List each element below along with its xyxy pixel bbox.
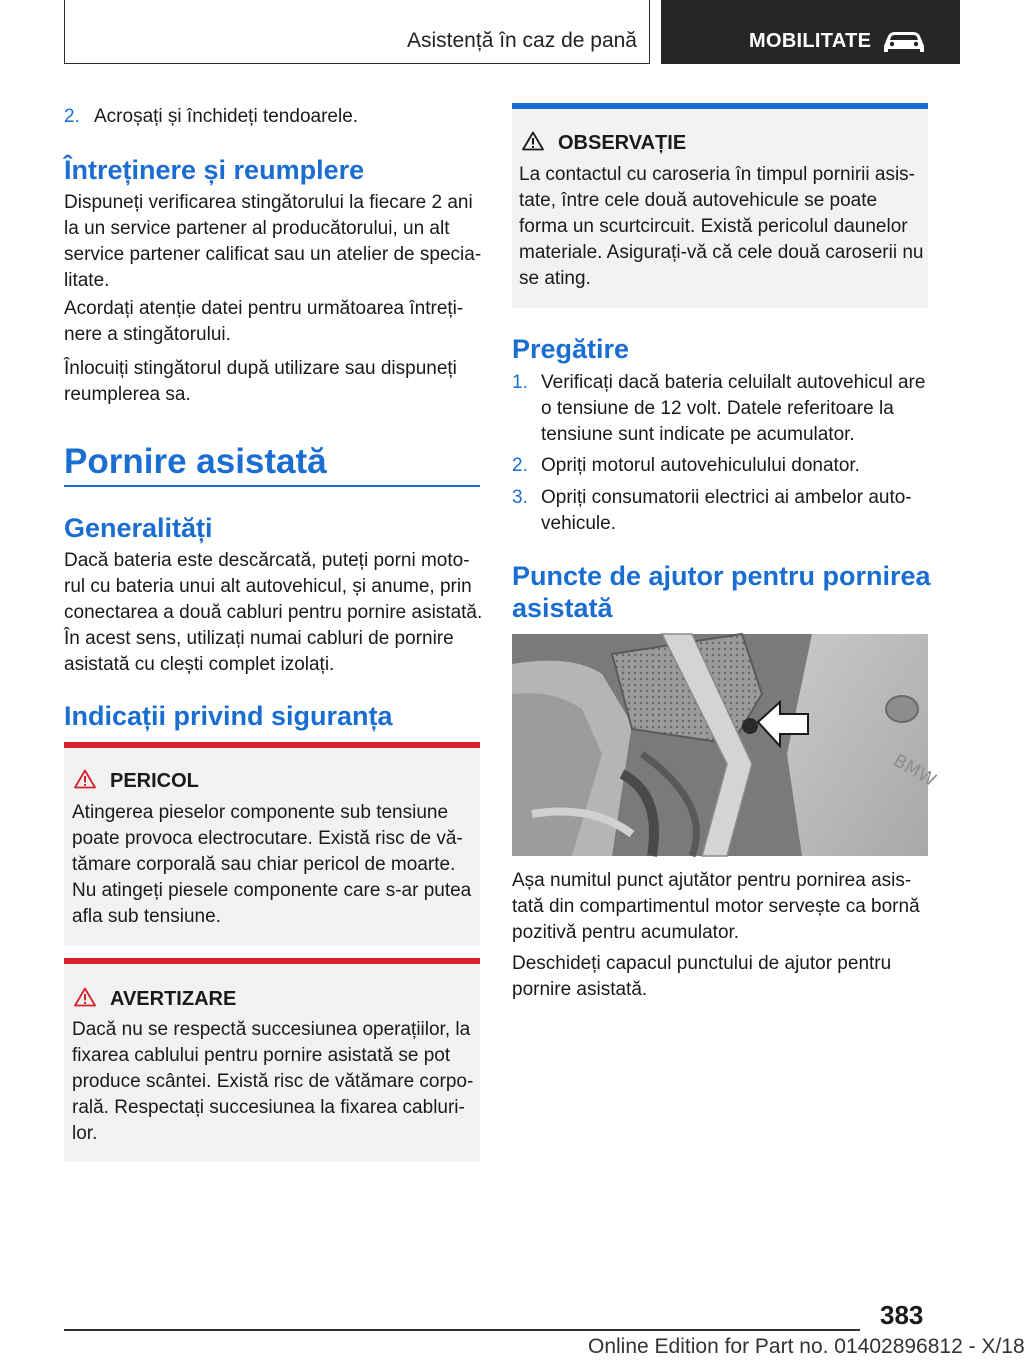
maintenance-paragraph-3: Înlocuiți stingătorul după utilizare sau dispuneți reumplerea sa.: [64, 358, 457, 405]
note-box: [512, 103, 928, 308]
section-title: Asistență în caz de pană: [407, 29, 637, 52]
jump-points-paragraph-2: Deschideți capacul punctului de ajutor pentru pornire asistată.: [512, 953, 892, 1000]
jump-points-paragraph-1: Așa numitul punct ajutător pentru pornirea asis- tată din compartimentul motor servește ca bornă pozitivă pentru acumulator.: [512, 870, 920, 943]
safety-heading: Indicații privind siguranța: [64, 701, 393, 731]
danger-bar: [64, 742, 480, 748]
engine-bay-illustration: [512, 634, 940, 856]
warning-text: Dacă nu se respectă succesiunea operațiilor, la fixarea cablului pentru pornire asistată se pot produce scântei. Există risc de vătămare corpo- rală. Respectați succesiunea la fixarea cabluri- lor.: [72, 1019, 474, 1144]
step-number: 2.: [64, 106, 80, 127]
note-title: OBSERVAȚIE: [558, 132, 687, 154]
heading-rule: [64, 485, 480, 487]
edition-text: Online Edition for Part no. 01402896812 - X/18: [588, 1335, 1025, 1358]
prep-step-text: Verificați dacă bateria celuilalt autovehicul are o tensiune de 12 volt. Datele referitoare la tensiune sunt indicate pe acumulator.: [541, 372, 926, 445]
prep-step-number: 1.: [512, 372, 528, 393]
footer-rule: [64, 1329, 860, 1331]
warning-triangle-icon: [74, 769, 96, 789]
step-text: Acroșați și închideți tendoarele.: [94, 106, 359, 127]
danger-text: Atingerea pieselor componente sub tensiune poate provoca electrocutare. Există risc de vă- tămare corporală sau chiar pericol de moarte. Nu atingeți piesele componente care s-ar putea afla sub tensiune.: [72, 802, 472, 927]
general-heading: Generalități: [64, 513, 213, 543]
warning-triangle-icon: [74, 987, 96, 1007]
chapter-label: MOBILITATE: [749, 30, 872, 52]
engine-bay-photo: [512, 634, 940, 856]
page-number: 383: [880, 1300, 924, 1330]
jump-start-heading: Pornire asistată: [64, 442, 327, 481]
warning-box: [64, 958, 480, 1162]
note-text: La contactul cu caroseria în timpul pornirii asis- tate, între cele două autovehicule se poate forma un scurtcircuit. Există pericolul daunelor materiale. Asigurați-vă că cele două caroserii nu se ating.: [519, 164, 924, 289]
general-paragraph: Dacă bateria este descărcată, puteți porni moto- rul cu bateria unui alt autovehicul, și anume, prin conectarea a două cabluri pentru pornire asistată. În acest sens, utilizați numai cabluri de pornire asistată cu clești complet izolați.: [64, 550, 483, 675]
jump-points-heading: Puncte de ajutor pentru pornirea asistată: [512, 561, 931, 623]
warning-bar: [64, 958, 480, 964]
prep-step-text: Opriți motorul autovehiculului donator.: [541, 455, 860, 476]
danger-box: [64, 742, 480, 946]
jump-start-terminal: [742, 718, 758, 734]
maintenance-paragraph-2: Acordați atenție datei pentru următoarea întreți- nere a stingătorului.: [64, 298, 464, 345]
maintenance-heading: Întreținere și reumplere: [64, 155, 365, 185]
car-icon: [880, 26, 928, 56]
note-bar: [512, 103, 928, 109]
caution-triangle-icon: [522, 131, 544, 151]
preparation-heading: Pregătire: [512, 334, 630, 364]
header-section-box: [64, 0, 650, 64]
maintenance-paragraph-1: Dispuneți verificarea stingătorului la fiecare 2 ani la un service partener al producătorului, un alt service partener calificat sau un atelier de specia- litate.: [64, 192, 482, 291]
prep-step-number: 2.: [512, 455, 528, 476]
prep-step-number: 3.: [512, 487, 528, 508]
header-chapter-box: [661, 0, 960, 64]
warning-title: AVERTIZARE: [110, 988, 237, 1010]
prep-step-text: Opriți consumatorii electrici ai ambelor auto- vehicule.: [541, 487, 912, 534]
engine-brand-text: BMW: [889, 750, 940, 792]
danger-title: PERICOL: [110, 770, 199, 792]
